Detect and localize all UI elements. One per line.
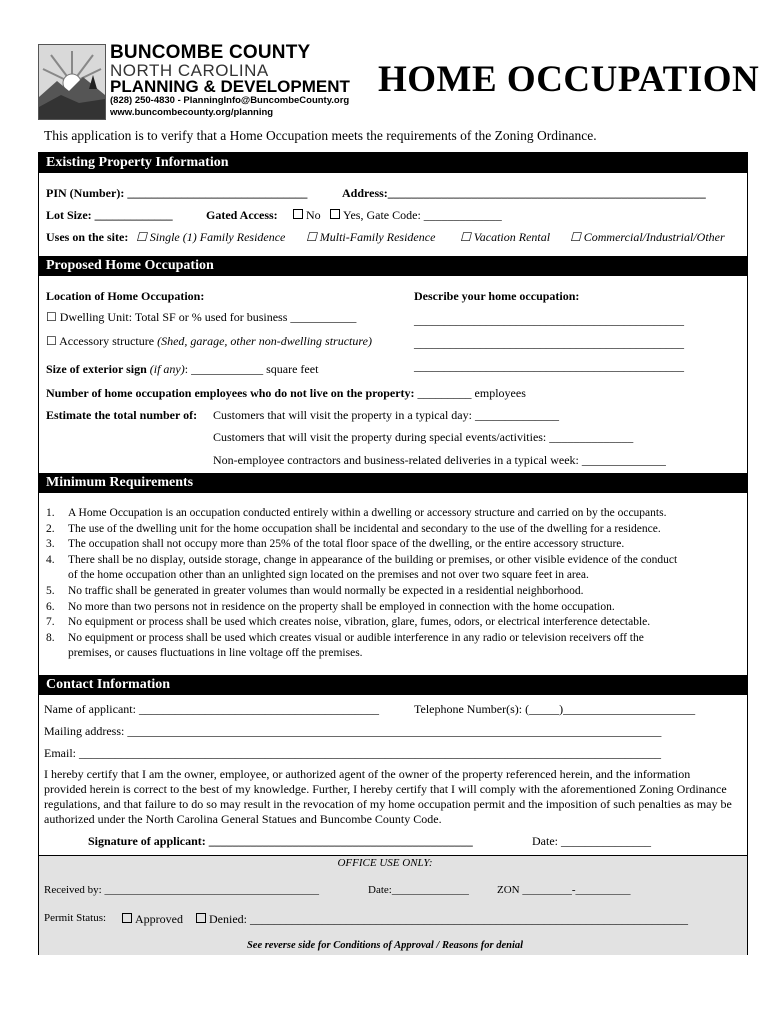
requirement-item: [46, 616, 650, 628]
employees-label: Number of home occupation employees who do not live on the property:: [46, 386, 415, 400]
signature-field[interactable]: Signature of applicant: ____________________________________________: [88, 834, 473, 848]
mountain-logo-icon: [39, 45, 105, 119]
received-by-field[interactable]: Received by: _______________________________________: [44, 884, 319, 896]
office-date-field[interactable]: Date:______________: [368, 884, 469, 896]
use-commercial[interactable]: ☐ Commercial/Industrial/Other: [570, 230, 725, 244]
requirement-text: A Home Occupation is an occupation conducted entirely within a dwelling or accessory structure and carried on by the occupants.: [68, 507, 667, 519]
use-multi-family-label: Multi-Family Residence: [319, 230, 436, 244]
approved-label: Approved: [135, 912, 183, 926]
requirement-number: 1.: [46, 507, 55, 519]
requirement-text: No equipment or process shall be used which creates noise, vibration, glare, fumes, odors, or electrical interference detectable.: [68, 616, 651, 629]
address-field[interactable]: Address:_____________________________________________________: [342, 186, 706, 200]
requirement-text: The use of the dwelling unit for the home occupation shall be incidental and secondary to the use of the dwelling for a residence.: [68, 522, 661, 535]
requirement-number: 8.: [46, 631, 55, 644]
gated-yes-option[interactable]: [330, 208, 502, 223]
signature-date-field[interactable]: Date: _______________: [532, 834, 651, 848]
requirement-number: 4.: [46, 553, 55, 566]
customers-typical-field[interactable]: Customers that will visit the property in a typical day: ______________: [213, 408, 559, 422]
describe-label: Describe your home occupation:: [414, 289, 580, 303]
use-commercial-label: Commercial/Industrial/Other: [583, 230, 725, 244]
requirement-number: 7.: [46, 616, 55, 629]
estimate-label: Estimate the total number of:: [46, 408, 198, 422]
customers-special-field[interactable]: Customers that will visit the property during special events/activities: ______________: [213, 430, 634, 444]
org-website: www.buncombecounty.org/planning: [110, 107, 274, 118]
zon-field[interactable]: ZON _________-__________: [497, 884, 631, 896]
mailing-address-field[interactable]: Mailing address: _________________________________________________________________________________________: [44, 724, 662, 738]
use-vacation-rental[interactable]: ☐ Vacation Rental: [460, 230, 551, 244]
requirement-text: No more than two persons not in residence on the property shall be employed in connection with the home occupation.: [68, 600, 615, 613]
gated-access-label: Gated Access:: [206, 208, 278, 222]
requirement-text: No traffic shall be generated in greater volumes than would normally be expected in a residential neighborhood.: [68, 585, 584, 597]
accessory-structure-option[interactable]: ☐ Accessory structure (Shed, garage, other non-dwelling structure): [46, 334, 372, 348]
intro-text: This application is to verify that a Home Occupation meets the requirements of the Zoning Ordinance.: [44, 128, 597, 143]
sign-rest: : ____________ square feet: [184, 362, 319, 376]
applicant-name-field[interactable]: Name of applicant: ________________________________________: [44, 702, 379, 716]
org-department: PLANNING & DEVELOPMENT: [110, 77, 350, 96]
pin-field[interactable]: PIN (Number): ______________________________: [46, 186, 308, 200]
requirement-text: The occupation shall not occupy more than 25% of the total floor space of the dwelling, or the entire accessory structure.: [68, 538, 625, 551]
checkbox-icon[interactable]: [330, 209, 340, 219]
requirement-item: [46, 507, 666, 519]
sign-label: Size of exterior sign: [46, 362, 147, 376]
org-contact: (828) 250-4830 - PlanningInfo@BuncombeCounty.org: [110, 95, 350, 106]
checkbox-icon[interactable]: [122, 913, 132, 923]
telephone-field[interactable]: Telephone Number(s): (_____)______________________: [414, 702, 696, 716]
requirement-text: of the home occupation other than an unlighted sign located on the premises and not over two square feet in area.: [68, 569, 589, 582]
org-name: BUNCOMBE COUNTY: [110, 42, 311, 63]
county-logo: [38, 44, 106, 120]
requirement-item: [46, 585, 584, 597]
section-heading-proposed: Proposed Home Occupation: [38, 256, 748, 276]
employees-field[interactable]: [46, 386, 526, 401]
contractors-field[interactable]: Non-employee contractors and business-related deliveries in a typical week: ______________: [213, 453, 666, 467]
location-label: Location of Home Occupation:: [46, 289, 205, 303]
requirement-item: [46, 523, 661, 535]
gated-no-option[interactable]: [293, 208, 321, 223]
use-single-family-label: Single (1) Family Residence: [149, 230, 286, 244]
section-heading-existing: Existing Property Information: [38, 153, 748, 173]
requirement-item: [46, 538, 624, 550]
denied-field[interactable]: [196, 912, 688, 927]
requirement-item: [46, 647, 363, 659]
description-line-1[interactable]: _____________________________________________: [414, 313, 684, 327]
checkbox-icon[interactable]: [196, 913, 206, 923]
use-vacation-rental-label: Vacation Rental: [473, 230, 551, 244]
checkbox-icon[interactable]: [293, 209, 303, 219]
description-line-2[interactable]: _____________________________________________: [414, 336, 684, 350]
employees-rest: _________ employees: [417, 386, 526, 400]
sign-size-field[interactable]: [46, 362, 318, 377]
sign-ifany: (if any): [149, 362, 185, 376]
dwelling-unit-label: Dwelling Unit: Total SF or % used for business ___________: [59, 310, 357, 324]
org-state: NORTH CAROLINA: [110, 61, 269, 80]
lot-size-field[interactable]: Lot Size: _____________: [46, 208, 173, 222]
requirement-text: No equipment or process shall be used which creates visual or audible interference in any radio or television receivers off the: [68, 631, 644, 644]
dwelling-unit-option[interactable]: ☐ Dwelling Unit: Total SF or % used for business ___________: [46, 310, 357, 324]
requirement-item: [46, 601, 615, 613]
accessory-label: Accessory structure: [59, 334, 155, 348]
use-single-family[interactable]: ☐ Single (1) Family Residence: [136, 230, 286, 244]
section-heading-minimum: Minimum Requirements: [38, 473, 748, 493]
requirement-text: There shall be no display, outside storage, change in appearance of the building or premises, or other visible evidence of the conduct: [68, 553, 678, 566]
section-heading-contact: Contact Information: [38, 675, 748, 695]
page-title: HOME OCCUPATION: [378, 59, 760, 100]
uses-label: Uses on the site:: [46, 230, 129, 244]
requirement-number: 2.: [46, 522, 55, 535]
requirement-number: 5.: [46, 585, 55, 597]
gated-no-label: No: [306, 208, 321, 222]
requirement-number: 3.: [46, 538, 55, 551]
requirement-item: [46, 632, 644, 644]
office-use-heading: OFFICE USE ONLY:: [337, 857, 433, 869]
requirement-item: [46, 554, 677, 566]
requirement-number: 6.: [46, 600, 55, 613]
certification-text: I hereby certify that I am the owner, employee, or authorized agent of the owner of the property referenced herein, and the information provided herein is correct to the best of my knowledge. Further, I hereby certify that I will comply with the aforementioned Zoning Ordinance regulations, and that failure to do so may result in the revocation of my home occupation permit and the imposition of such penalties as may be authorized under the North Carolina General Statues and Buncombe County Code.: [44, 767, 732, 826]
gated-yes-label: Yes, Gate Code: _____________: [343, 208, 502, 222]
email-field[interactable]: Email: _________________________________________________________________________________________________: [44, 746, 661, 760]
accessory-note: (Shed, garage, other non-dwelling structure): [157, 334, 372, 348]
permit-status-label: Permit Status:: [44, 912, 107, 924]
requirement-item: [46, 569, 589, 581]
approved-option[interactable]: [122, 912, 183, 927]
description-line-3[interactable]: _____________________________________________: [414, 359, 684, 373]
requirement-text: premises, or causes fluctuations in line voltage off the premises.: [68, 647, 363, 660]
use-multi-family[interactable]: ☐ Multi-Family Residence: [306, 230, 436, 244]
reverse-side-note: See reverse side for Conditions of Approval / Reasons for denial: [246, 940, 524, 951]
denied-label: Denied: _________________________________________________________________________: [209, 912, 688, 926]
